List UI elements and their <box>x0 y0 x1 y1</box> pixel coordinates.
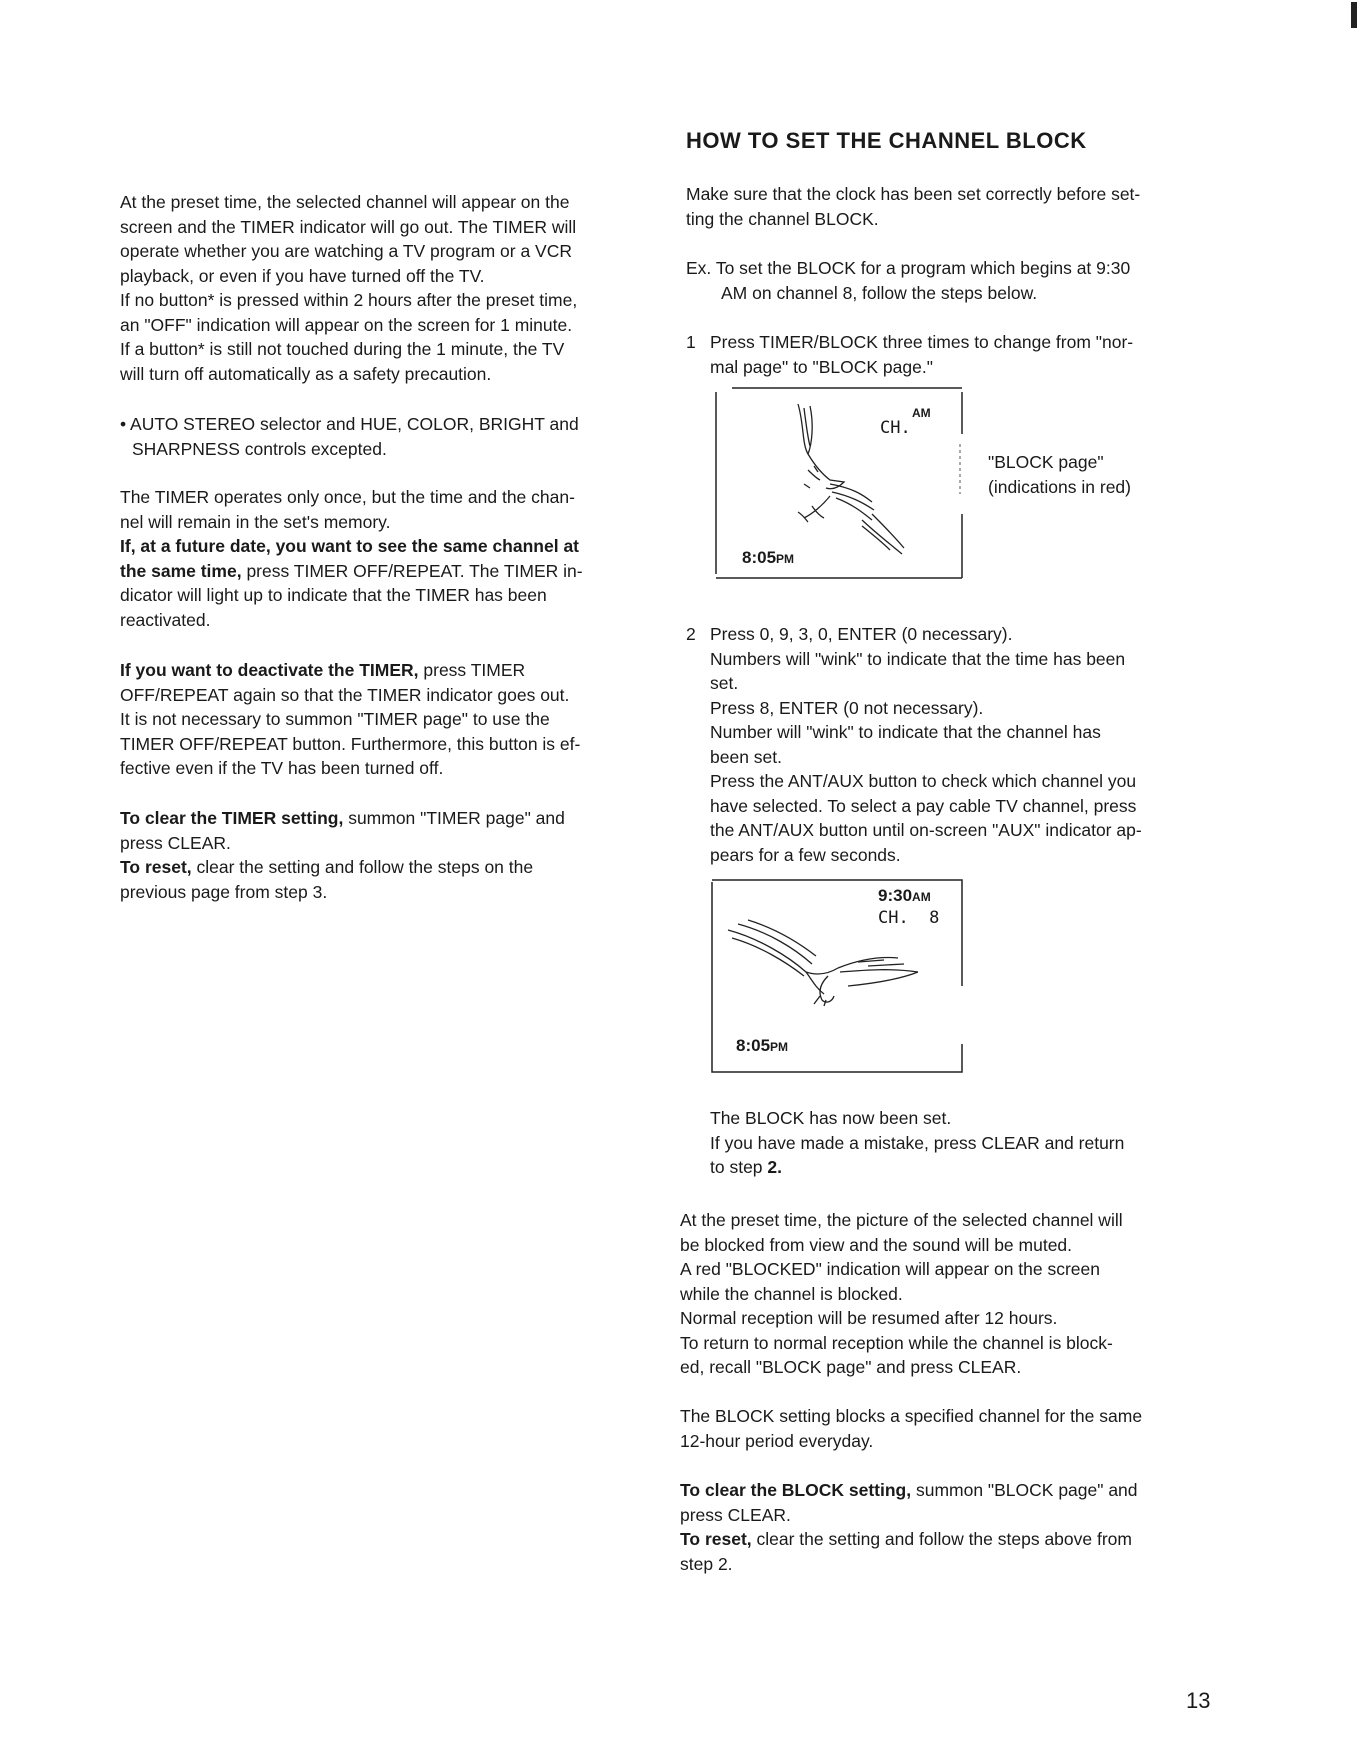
text-line: 12-hour period everyday. <box>680 1430 874 1451</box>
text-line: fective even if the TV has been turned off. <box>120 758 444 778</box>
text-line: mal page" to "BLOCK page." <box>710 356 933 377</box>
text-run: clear the setting and follow the steps above from <box>751 1529 1132 1549</box>
block-page-screen-illustration <box>712 384 966 582</box>
text-line: If, at a future date, you want to see the same channel at <box>120 536 579 556</box>
text-line: ting the channel BLOCK. <box>686 208 879 229</box>
block-preset-paragraph <box>680 1208 1123 1380</box>
text-line: SHARPNESS controls excepted. <box>132 438 387 459</box>
text-line: Number will "wink" to indicate that the channel has <box>710 722 1101 742</box>
text-line: press CLEAR. <box>680 1504 791 1525</box>
text-line: be blocked from view and the sound will be muted. <box>680 1234 1073 1255</box>
channel-set-screen-illustration <box>708 876 966 1074</box>
text-run: to step <box>710 1157 768 1177</box>
text-line: will turn off automatically as a safety precaution. <box>120 363 492 384</box>
intro-paragraph <box>686 182 1140 231</box>
text-line: reactivated. <box>120 609 211 630</box>
clear-block-paragraph <box>680 1478 1138 1576</box>
text-line: A red "BLOCKED" indication will appear on the screen <box>680 1259 1101 1279</box>
timer-operation-paragraph <box>120 190 577 386</box>
text-line: set. <box>710 673 739 693</box>
text-line: Press the ANT/AUX button to check which channel you <box>710 771 1137 791</box>
bold-phrase: To clear the BLOCK setting, <box>680 1480 912 1500</box>
text-run: clear the setting and follow the steps on the <box>191 857 534 877</box>
text-line: To return to normal reception while the channel is block- <box>680 1332 1113 1353</box>
text-line: Normal reception will be resumed after 12 hours. <box>680 1308 1058 1328</box>
deactivate-timer-paragraph <box>120 658 580 781</box>
text-line: The BLOCK setting blocks a specified channel for the same <box>680 1406 1143 1426</box>
text-line: TIMER OFF/REPEAT button. Furthermore, this button is ef- <box>120 733 581 754</box>
page-corner-mark <box>1351 2 1357 28</box>
bold-phrase: the same time, <box>120 560 242 581</box>
text-line: ed, recall "BLOCK page" and press CLEAR. <box>680 1357 1022 1377</box>
start-time: 9:30 <box>878 886 913 905</box>
text-line: been set. <box>710 746 782 767</box>
text-line: At the preset time, the selected channel will appear on the <box>120 192 570 212</box>
text-run: summon "TIMER page" and <box>343 808 565 828</box>
text-run: summon "BLOCK page" and <box>911 1480 1138 1500</box>
page-number: 13 <box>1186 1688 1211 1713</box>
text-line: previous page from step 3. <box>120 881 328 902</box>
text-line: screen and the TIMER indicator will go out. The TIMER will <box>120 216 577 237</box>
text-line: an "OFF" indication will appear on the screen for 1 minute. <box>120 314 573 335</box>
text-line: • AUTO STEREO selector and HUE, COLOR, BRIGHT and <box>120 414 579 434</box>
clock-suffix: PM <box>770 1040 789 1054</box>
text-line: operate whether you are watching a TV program or a VCR <box>120 241 572 261</box>
text-line: It is not necessary to summon "TIMER page" to use the <box>120 709 550 729</box>
timer-once-paragraph <box>120 485 583 632</box>
text-line: Press TIMER/BLOCK three times to change from "nor- <box>710 332 1134 352</box>
text-line: dicator will light up to indicate that the TIMER has been <box>120 585 547 605</box>
text-line: Make sure that the clock has been set correctly before set- <box>686 184 1141 204</box>
text-line: If you have made a mistake, press CLEAR and return <box>710 1132 1125 1153</box>
bold-phrase: 2. <box>767 1157 783 1177</box>
start-time-suffix: AM <box>912 890 931 904</box>
clock-time: 8:05 <box>742 548 777 567</box>
text-line: If no button* is pressed within 2 hours after the preset time, <box>120 290 578 310</box>
example-paragraph <box>686 256 1130 305</box>
ampm-indicator: AM <box>912 406 931 420</box>
text-line: nel will remain in the set's memory. <box>120 511 391 532</box>
channel-number: CH. 8 <box>878 908 940 928</box>
bold-phrase: To reset, <box>680 1529 752 1549</box>
block-page-caption <box>988 450 1131 499</box>
clock-suffix: PM <box>776 552 795 566</box>
clear-timer-paragraph <box>120 806 565 904</box>
block-setting-paragraph <box>680 1404 1142 1453</box>
text-line: OFF/REPEAT again so that the TIMER indicator goes out. <box>120 684 570 705</box>
bold-phrase: To reset, <box>120 857 192 877</box>
text-line: press CLEAR. <box>120 832 231 853</box>
text-line: The TIMER operates only once, but the time and the chan- <box>120 487 575 507</box>
text-line: playback, or even if you have turned off the TV. <box>120 265 485 286</box>
bold-phrase: If you want to deactivate the TIMER, <box>120 660 419 680</box>
bird-drawing <box>728 920 918 1006</box>
text-line: Press 0, 9, 3, 0, ENTER (0 necessary). <box>710 624 1013 644</box>
bold-phrase: To clear the TIMER setting, <box>120 808 344 828</box>
text-line: pears for a few seconds. <box>710 844 901 865</box>
text-line: step 2. <box>680 1553 733 1574</box>
text-line: Ex. To set the BLOCK for a program which begins at 9:30 <box>686 258 1131 278</box>
text-line: "BLOCK page" <box>988 452 1104 472</box>
text-line: AM on channel 8, follow the steps below. <box>721 282 1038 303</box>
text-run: press TIMER <box>418 660 526 680</box>
text-line: Numbers will "wink" to indicate that the time has been <box>710 648 1126 669</box>
text-line: have selected. To select a pay cable TV channel, press <box>710 795 1137 816</box>
text-run: press TIMER OFF/REPEAT. The TIMER in- <box>241 560 583 581</box>
text-line: (indications in red) <box>988 476 1131 497</box>
block-set-confirmation <box>710 1106 1124 1180</box>
text-line: Press 8, ENTER (0 not necessary). <box>710 697 984 718</box>
text-line: If a button* is still not touched during the 1 minute, the TV <box>120 339 565 359</box>
text-line: The BLOCK has now been set. <box>710 1108 952 1128</box>
footnote-excepted-controls <box>120 412 579 461</box>
step-number: 1 <box>686 332 696 352</box>
text-line: At the preset time, the picture of the selected channel will <box>680 1210 1123 1230</box>
channel-label: CH. <box>880 418 911 438</box>
step-number: 2 <box>686 624 696 644</box>
text-line: while the channel is blocked. <box>680 1283 903 1304</box>
section-heading: HOW TO SET THE CHANNEL BLOCK <box>686 128 1087 153</box>
text-line: the ANT/AUX button until on-screen "AUX" indicator ap- <box>710 820 1142 840</box>
clock-time: 8:05 <box>736 1036 771 1055</box>
